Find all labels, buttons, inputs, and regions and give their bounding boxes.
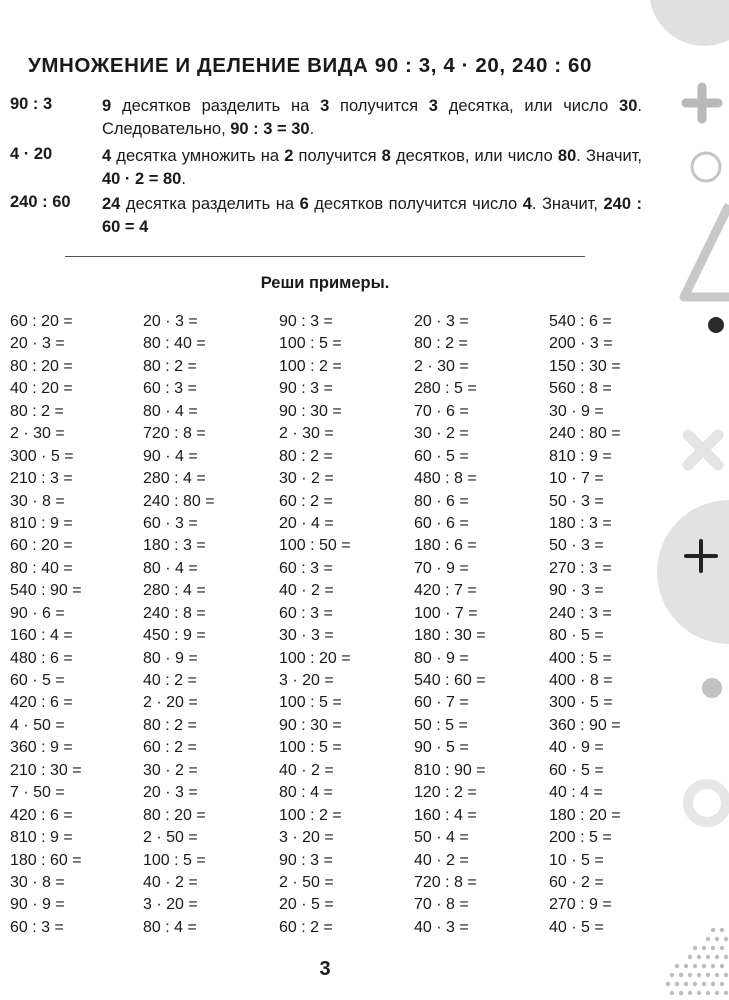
exercise-item: 80 · 4 = (143, 559, 198, 577)
dot-decoration (679, 973, 683, 977)
exercise-item: 120 : 2 = (414, 784, 477, 802)
exercise-item: 4 · 50 = (10, 716, 65, 734)
dot-decoration (688, 991, 692, 995)
exercise-item: 80 · 9 = (414, 649, 469, 667)
exercise-item: 240 : 3 = (549, 604, 612, 622)
dot-decoration (684, 964, 688, 968)
rule-text (102, 145, 642, 191)
exercise-item: 80 : 4 = (143, 918, 197, 936)
exercise-item: 240 : 80 = (549, 425, 621, 443)
rule-fragment: десятка умножить на (111, 147, 285, 165)
rule-emphasis: 40 · 2 = 80 (102, 170, 182, 188)
dot-decoration (702, 946, 706, 950)
exercise-item: 100 · 7 = (414, 604, 478, 622)
exercise-item: 90 : 3 = (279, 380, 333, 398)
dot-decoration (702, 964, 706, 968)
exercise-item: 810 : 90 = (414, 761, 486, 779)
exercise-item: 40 · 2 = (279, 761, 334, 779)
exercise-item: 80 : 2 = (10, 402, 64, 420)
exercise-item: 60 : 3 = (10, 918, 64, 936)
exercise-item: 40 : 4 = (549, 784, 603, 802)
dot-decoration (715, 991, 719, 995)
exercise-item: 480 : 8 = (414, 470, 477, 488)
dot-decoration (724, 991, 728, 995)
dot-decoration (693, 982, 697, 986)
dot-decoration (720, 982, 724, 986)
exercise-item: 80 : 4 = (279, 784, 333, 802)
exercise-item: 280 : 4 = (143, 470, 206, 488)
exercise-item: 180 : 30 = (414, 627, 486, 645)
exercise-item: 80 · 6 = (414, 492, 469, 510)
exercise-item: 150 : 30 = (549, 357, 621, 375)
rule-label: 240 : 60 (10, 193, 71, 211)
exercise-item: 810 : 9 = (10, 514, 73, 532)
exercise-item: 240 : 80 = (143, 492, 215, 510)
exercise-item: 200 : 5 = (549, 829, 612, 847)
exercise-item: 40 : 2 = (143, 672, 197, 689)
dot-decoration (688, 955, 692, 959)
rule-emphasis: 3 (320, 97, 330, 115)
exercise-item: 210 : 30 = (10, 761, 82, 779)
exercise-item: 40 · 5 = (549, 918, 604, 936)
exercise-item: 60 · 7 = (414, 694, 469, 712)
exercise-item: 280 : 5 = (414, 380, 477, 398)
exercise-item: 10 · 7 = (549, 470, 604, 488)
exercise-item: 70 · 8 = (414, 896, 469, 914)
rule-label: 4 · 20 (10, 145, 53, 163)
circle-outline-icon (692, 153, 720, 181)
dot-decoration (693, 964, 697, 968)
exercise-item: 480 : 6 = (10, 649, 73, 667)
dot-decoration (711, 964, 715, 968)
exercise-item: 40 : 20 = (10, 380, 73, 398)
exercise-item: 180 : 3 = (549, 514, 612, 532)
dot-decoration (697, 991, 701, 995)
rule-text (102, 193, 642, 239)
exercise-item: 100 : 5 = (279, 335, 342, 353)
half-circle-decoration (657, 500, 729, 644)
exercise-item: 280 : 4 = (143, 582, 206, 600)
rule-emphasis: 6 (299, 195, 309, 213)
dot-decoration (711, 946, 715, 950)
exercise-item: 420 : 6 = (10, 806, 73, 824)
dot-decoration (715, 955, 719, 959)
exercise-item: 40 · 3 = (414, 918, 469, 936)
exercise-column (10, 311, 145, 939)
exercise-item: 540 : 90 = (10, 582, 82, 600)
dot-decoration (697, 955, 701, 959)
exercise-item: 60 · 2 = (549, 873, 604, 891)
cross-icon (688, 435, 718, 465)
exercise-item: 20 · 3 = (143, 784, 198, 802)
exercise-item: 80 : 2 = (143, 357, 197, 375)
exercise-item: 40 · 2 = (279, 582, 334, 600)
exercise-item: 80 · 5 = (549, 627, 604, 645)
exercise-item: 30 · 2 = (143, 761, 198, 779)
exercise-item: 270 : 3 = (549, 559, 612, 577)
exercise-item: 20 · 5 = (279, 896, 334, 914)
rule-emphasis: 3 (428, 97, 438, 115)
exercise-item: 90 · 3 = (549, 582, 604, 600)
dot-icon (702, 678, 722, 698)
exercise-item: 50 · 3 = (549, 492, 604, 510)
exercise-item: 40 · 9 = (549, 739, 604, 757)
rule-emphasis: 4 (522, 195, 532, 213)
exercise-item: 3 · 20 = (143, 896, 198, 914)
exercise-item: 60 : 3 = (279, 559, 333, 577)
dot-decoration (706, 973, 710, 977)
exercise-item: 450 : 9 = (143, 627, 206, 645)
rule-emphasis: 8 (381, 147, 391, 165)
dot-decoration (720, 946, 724, 950)
dot-icon (708, 317, 724, 333)
exercise-item: 60 · 5 = (549, 761, 604, 779)
dotted-pattern-decoration (666, 928, 728, 995)
ring-arc-decoration (650, 0, 729, 46)
exercise-item: 100 : 5 = (279, 739, 342, 757)
rule-fragment: . Следовательно, (102, 97, 642, 138)
exercise-item: 30 · 9 = (549, 402, 604, 420)
exercise-item: 240 : 8 = (143, 604, 206, 622)
exercise-item: 300 · 5 = (10, 447, 74, 465)
exercise-item: 80 : 40 = (143, 335, 206, 353)
divider (65, 256, 585, 257)
dot-decoration (724, 973, 728, 977)
exercise-item: 50 · 3 = (549, 537, 604, 555)
exercise-item: 80 : 2 = (414, 335, 468, 353)
dot-decoration (711, 982, 715, 986)
exercise-item: 60 : 3 = (143, 380, 197, 398)
dot-decoration (702, 982, 706, 986)
exercise-item: 2 · 50 = (279, 873, 334, 891)
rule-emphasis: 90 : 3 = 30 (230, 120, 310, 138)
exercise-item: 210 : 3 = (10, 470, 73, 488)
exercise-item: 80 · 9 = (143, 649, 198, 667)
exercise-item: 80 : 20 = (10, 357, 73, 375)
page-title: УМНОЖЕНИЕ И ДЕЛЕНИЕ ВИДА 90 : 3, 4 · 20, 240 : 60 (28, 54, 592, 77)
exercise-item: 90 · 5 = (414, 739, 469, 757)
decorative-shapes (640, 0, 729, 1000)
exercise-item: 90 : 3 = (279, 313, 333, 330)
exercise-item: 360 : 90 = (549, 716, 621, 734)
exercise-item: 80 : 40 = (10, 559, 73, 577)
exercise-item: 180 : 3 = (143, 537, 206, 555)
exercise-column (279, 311, 414, 939)
rule-fragment: . (181, 170, 186, 188)
exercise-item: 420 : 6 = (10, 694, 73, 712)
exercise-item: 80 : 20 = (143, 806, 206, 824)
dot-decoration (706, 937, 710, 941)
rule-emphasis: 2 (284, 147, 294, 165)
dot-decoration (675, 982, 679, 986)
exercise-item: 60 : 2 = (143, 739, 197, 757)
exercise-item: 2 · 30 = (10, 425, 65, 443)
exercise-item: 720 : 8 = (143, 425, 206, 443)
exercise-item: 60 : 3 = (279, 604, 333, 622)
dot-decoration (670, 973, 674, 977)
exercise-item: 20 · 3 = (10, 335, 65, 353)
exercise-item: 100 : 20 = (279, 649, 351, 667)
exercise-item: 60 · 6 = (414, 514, 469, 532)
exercise-item: 20 · 3 = (143, 313, 198, 330)
exercise-item: 100 : 5 = (143, 851, 206, 869)
dot-decoration (666, 982, 670, 986)
exercise-item: 540 : 6 = (549, 313, 612, 330)
rule-fragment: десятков получится число (308, 195, 523, 213)
exercise-item: 2 · 30 = (279, 425, 334, 443)
exercise-item: 720 : 8 = (414, 873, 477, 891)
exercise-item: 400 : 5 = (549, 649, 612, 667)
exercise-item: 300 · 5 = (549, 694, 613, 712)
rule-emphasis: 240 : 60 = 4 (102, 195, 643, 236)
rule-fragment: десятков, или число (390, 147, 558, 165)
exercise-item: 160 : 4 = (414, 806, 477, 824)
exercise-item: 200 · 3 = (549, 335, 613, 353)
exercise-item: 360 : 9 = (10, 739, 73, 757)
exercise-item: 270 : 9 = (549, 896, 612, 914)
rule-fragment: получится (293, 147, 382, 165)
exercise-item: 180 : 60 = (10, 851, 82, 869)
exercise-item: 560 : 8 = (549, 380, 612, 398)
rule-fragment: десятка, или число (437, 97, 620, 115)
exercise-item: 180 : 20 = (549, 806, 621, 824)
exercise-item: 60 : 2 = (279, 492, 333, 510)
exercise-item: 810 : 9 = (549, 447, 612, 465)
exercise-item: 60 · 5 = (414, 447, 469, 465)
exercise-item: 810 : 9 = (10, 829, 73, 847)
exercise-column (143, 311, 278, 939)
exercise-item: 30 · 3 = (279, 627, 334, 645)
exercise-item: 540 : 60 = (414, 672, 486, 689)
dot-decoration (679, 991, 683, 995)
exercise-item: 90 · 6 = (10, 604, 65, 622)
exercise-item: 420 : 7 = (414, 582, 477, 600)
exercise-item: 70 · 9 = (414, 559, 469, 577)
dot-decoration (675, 964, 679, 968)
rule-fragment: . (309, 120, 315, 138)
exercise-item: 60 : 20 = (10, 313, 73, 330)
exercise-item: 50 : 5 = (414, 716, 468, 734)
ring-icon (688, 784, 726, 822)
dot-decoration (684, 982, 688, 986)
task-heading: Реши примеры. (260, 274, 390, 292)
rule-emphasis: 4 (102, 147, 112, 165)
rule-fragment: получится (329, 97, 429, 115)
exercise-item: 2 · 50 = (143, 829, 198, 847)
exercise-item: 100 : 50 = (279, 537, 351, 555)
exercise-item: 2 · 30 = (414, 357, 469, 375)
exercise-item: 20 · 4 = (279, 514, 334, 532)
exercise-item: 70 · 6 = (414, 402, 469, 420)
exercise-item: 90 : 30 = (279, 716, 342, 734)
exercise-item: 3 · 20 = (279, 672, 334, 689)
exercise-item: 90 : 3 = (279, 851, 333, 869)
rule-label: 90 : 3 (10, 95, 53, 113)
exercise-item: 30 · 8 = (10, 873, 65, 891)
dot-decoration (720, 964, 724, 968)
dot-decoration (697, 973, 701, 977)
page-number: 3 (319, 958, 331, 980)
triangle-outline-icon (684, 205, 729, 297)
rule-emphasis: 24 (102, 195, 121, 213)
exercise-item: 90 · 4 = (143, 447, 198, 465)
exercise-item: 30 · 2 = (414, 425, 469, 443)
exercise-item: 80 · 4 = (143, 402, 198, 420)
exercise-item: 160 : 4 = (10, 627, 73, 645)
rule-fragment: . Значит, (576, 147, 643, 165)
dot-decoration (724, 955, 728, 959)
exercise-item: 20 · 3 = (414, 313, 469, 330)
dot-decoration (706, 955, 710, 959)
exercise-item: 100 : 2 = (279, 357, 342, 375)
exercise-item: 60 : 20 = (10, 537, 73, 555)
dot-decoration (715, 973, 719, 977)
exercise-item: 30 · 8 = (10, 492, 65, 510)
exercise-item: 40 · 2 = (414, 851, 469, 869)
rule-fragment: десятков разделить на (111, 97, 321, 115)
rule-emphasis: 30 (619, 97, 638, 115)
rule-fragment: . Значит, (531, 195, 604, 213)
dot-decoration (711, 928, 715, 932)
exercise-item: 60 · 5 = (10, 672, 65, 689)
exercise-item: 400 · 8 = (549, 672, 613, 689)
exercise-item: 40 · 2 = (143, 873, 198, 891)
exercise-item: 80 : 2 = (143, 716, 197, 734)
exercise-item: 90 · 9 = (10, 896, 65, 914)
exercise-item: 100 : 5 = (279, 694, 342, 712)
rule-fragment: десятка разделить на (120, 195, 300, 213)
dot-decoration (715, 937, 719, 941)
dot-decoration (724, 937, 728, 941)
rule-emphasis: 9 (102, 97, 112, 115)
dot-decoration (706, 991, 710, 995)
exercise-item: 3 · 20 = (279, 829, 334, 847)
dot-decoration (720, 928, 724, 932)
exercise-item: 10 · 5 = (549, 851, 604, 869)
exercise-item: 180 : 6 = (414, 537, 477, 555)
exercise-item: 50 · 4 = (414, 829, 469, 847)
exercise-item: 7 · 50 = (10, 784, 65, 802)
exercise-item: 80 : 2 = (279, 447, 333, 465)
exercise-item: 60 · 3 = (143, 514, 198, 532)
dot-decoration (670, 991, 674, 995)
dot-decoration (693, 946, 697, 950)
exercise-item: 90 : 30 = (279, 402, 342, 420)
exercise-item: 100 : 2 = (279, 806, 342, 824)
exercise-item: 2 · 20 = (143, 694, 198, 712)
exercise-column (414, 311, 549, 939)
exercise-item: 60 : 2 = (279, 918, 333, 936)
plus-icon (686, 87, 718, 119)
dot-decoration (688, 973, 692, 977)
exercise-item: 30 · 2 = (279, 470, 334, 488)
rule-text (102, 95, 642, 141)
rule-emphasis: 80 (557, 147, 577, 165)
